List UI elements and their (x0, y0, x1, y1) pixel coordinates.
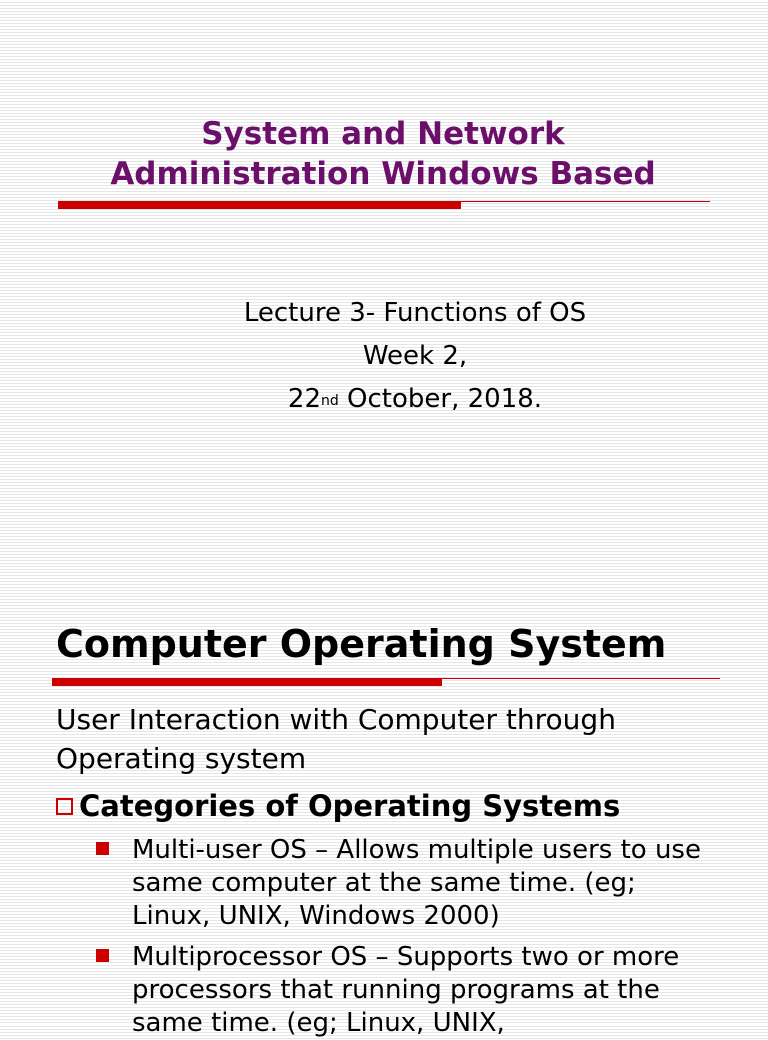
date-line (110, 378, 720, 421)
date-rest: October, 2018. (338, 384, 543, 414)
list-item-text: Multiprocessor OS – Supports two or more processors that running programs at the same time. (eg; Linux, UNIX, (132, 942, 680, 1038)
slide1-title-line2: Administration Windows Based (110, 156, 656, 192)
list-item (96, 941, 716, 1040)
slide2-title-underline-thin (52, 678, 720, 679)
slide1-title-underline-thin (58, 201, 710, 202)
slide2-title: Computer Operating System (56, 622, 667, 666)
slide2-intro: User Interaction with Computer through Operating system (56, 703, 616, 775)
date-suffix: nd (321, 393, 339, 409)
slide1-subtitle (110, 292, 720, 421)
slide1-title-underline-thick (58, 201, 461, 209)
list-item-text: Multi-user OS – Allows multiple users to use same computer at the same time. (eg; Linux, UNIX, Windows 2000) (132, 835, 701, 931)
list-item (96, 834, 716, 933)
categories-heading-text: Categories of Operating Systems (79, 789, 621, 823)
slide1-title-line1: System and Network (201, 116, 565, 152)
hollow-square-icon (56, 798, 73, 815)
lecture-line: Lecture 3- Functions of OS (243, 298, 587, 328)
slide1-title (58, 114, 708, 194)
filled-square-icon (96, 842, 109, 855)
filled-square-icon (96, 949, 109, 962)
date-day: 22 (287, 384, 322, 414)
slide2-title-underline-thick (52, 678, 442, 686)
categories-heading (56, 786, 620, 826)
week-line: Week 2, (362, 341, 468, 371)
